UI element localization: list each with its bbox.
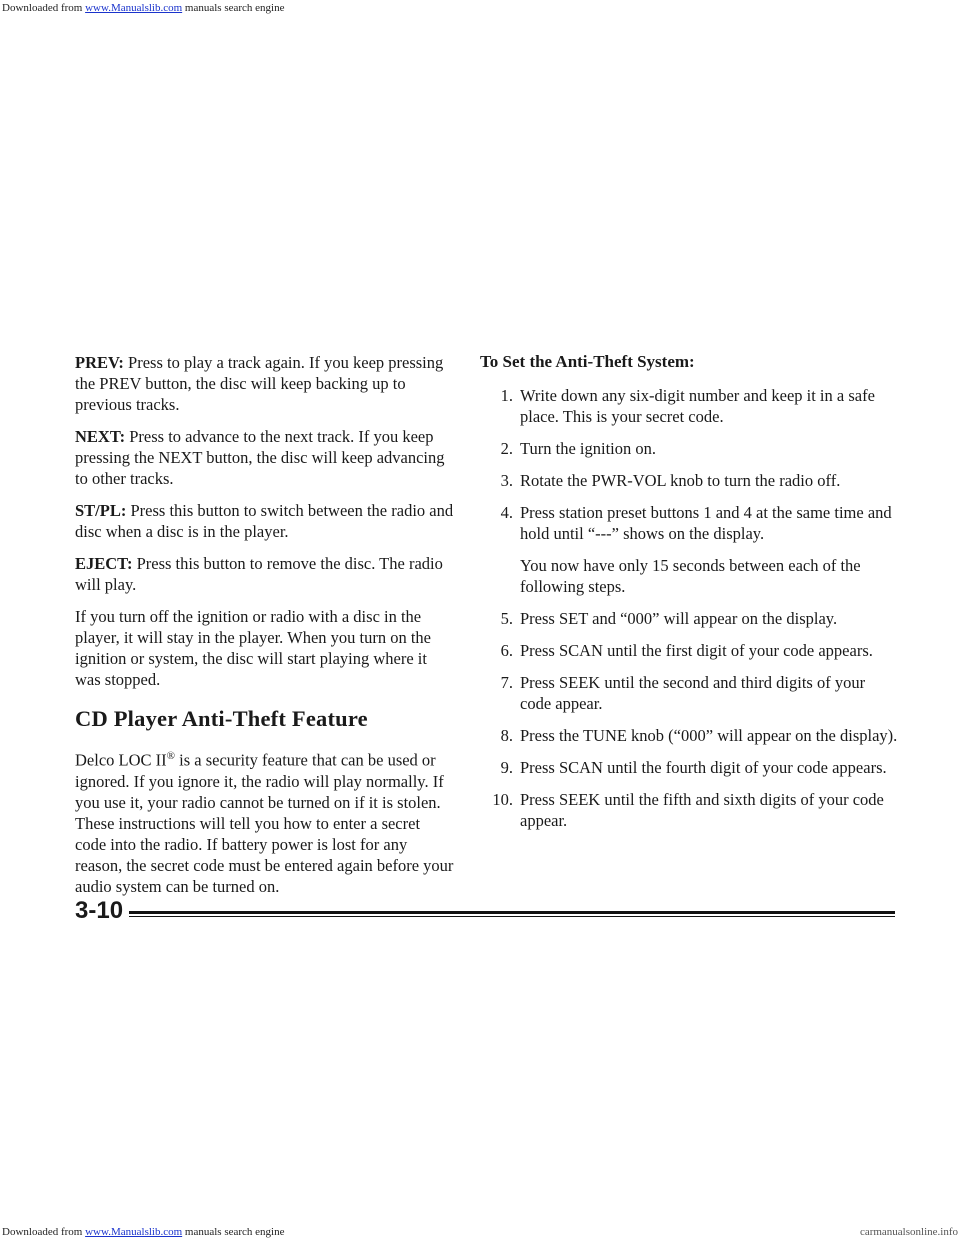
step-text: Write down any six-digit number and keep it in a safe place. This is your secret code. xyxy=(520,386,875,426)
step-text: Press SCAN until the first digit of your code appears. xyxy=(520,641,873,660)
step-text: Press the TUNE knob (“000” will appear on the display). xyxy=(520,726,898,745)
intro-after: is a security feature that can be used or ignored. If you ignore it, the radio will play normally. If you use it, your radio cannot be turned on if it is stolen. These instructions will tell you how to enter a secret code into the radio. If battery power is lost for any reason, the secret code must be entered again before your audio system can be turned on. xyxy=(75,750,454,896)
prev-label: PREV: xyxy=(75,353,124,372)
step-number: 8. xyxy=(500,726,513,745)
step-number: 1. xyxy=(500,386,513,405)
next-text: Press to advance to the next track. If you keep pressing the NEXT button, the disc will keep advancing to other tracks. xyxy=(75,427,445,488)
download-footer xyxy=(2,1226,958,1238)
list-item xyxy=(480,789,900,831)
list-item xyxy=(480,502,900,544)
step-number: 3. xyxy=(500,471,513,490)
step-text: Press SCAN until the fourth digit of your code appears. xyxy=(520,758,887,777)
right-column xyxy=(480,352,900,842)
next-label: NEXT: xyxy=(75,427,126,446)
footer-rule xyxy=(129,911,895,918)
prev-text: Press to play a track again. If you keep pressing the PREV button, the disc will keep backing up to previous tracks. xyxy=(75,353,444,414)
stpl-label: ST/PL: xyxy=(75,501,127,520)
list-item xyxy=(480,438,900,459)
stpl-text: Press this button to switch between the radio and disc when a disc is in the player. xyxy=(75,501,454,541)
intro-before: Delco LOC II xyxy=(75,750,167,770)
step-number: 5. xyxy=(500,609,513,628)
rule-thick-line xyxy=(129,911,895,914)
rule-thin-line xyxy=(129,916,895,917)
footer-manualslib-link[interactable]: www.Manualslib.com xyxy=(85,1226,183,1238)
list-item xyxy=(480,608,900,629)
eject-description xyxy=(75,553,455,595)
step-number: 4. xyxy=(500,503,513,522)
step-number: 6. xyxy=(500,641,513,660)
step-text: Press SEEK until the fifth and sixth digits of your code appear. xyxy=(520,790,884,830)
step-text: Turn the ignition on. xyxy=(520,439,656,458)
page-number: 3-10 xyxy=(75,897,124,924)
eject-label: EJECT: xyxy=(75,554,133,573)
step-number: 10. xyxy=(492,790,513,809)
step-text: Press SET and “000” will appear on the display. xyxy=(520,609,838,628)
ignition-paragraph: If you turn off the ignition or radio with a disc in the player, it will stay in the player. When you turn on the ignition or system, the disc will start playing where it was stopped. xyxy=(75,607,431,689)
registered-mark: ® xyxy=(166,750,175,762)
list-item xyxy=(480,470,900,491)
footer-download-text xyxy=(2,1226,284,1238)
page-footer xyxy=(75,886,895,926)
list-item xyxy=(480,757,900,778)
left-column xyxy=(75,352,455,908)
steps-list-continued xyxy=(480,608,900,831)
prev-description xyxy=(75,352,455,415)
step-text: Rotate the PWR-VOL knob to turn the radio off. xyxy=(520,471,841,490)
step-text: Press SEEK until the second and third digits of your code appear. xyxy=(520,673,866,713)
stpl-description xyxy=(75,500,455,542)
step-number: 7. xyxy=(500,673,513,692)
list-item xyxy=(480,725,900,746)
timing-note: You now have only 15 seconds between each of the following steps. xyxy=(520,556,861,596)
manualslib-link[interactable]: www.Manualslib.com xyxy=(85,2,183,14)
header-suffix: manuals search engine xyxy=(182,2,285,14)
footer-suffix: manuals search engine xyxy=(182,1226,285,1238)
list-item xyxy=(480,672,900,714)
list-item xyxy=(480,385,900,427)
header-prefix: Downloaded from xyxy=(2,2,86,14)
watermark-text: carmanualsonline.info xyxy=(859,1226,958,1238)
anti-theft-subheading: To Set the Anti-Theft System: xyxy=(480,352,695,371)
next-description xyxy=(75,426,455,489)
section-intro xyxy=(75,746,455,897)
footer-prefix: Downloaded from xyxy=(2,1226,86,1238)
step-number: 9. xyxy=(500,758,513,777)
step-text: Press station preset buttons 1 and 4 at the same time and hold until “---” shows on the display. xyxy=(520,503,892,543)
download-header xyxy=(2,2,284,14)
section-title: CD Player Anti-Theft Feature xyxy=(75,706,368,731)
step-number: 2. xyxy=(500,439,513,458)
eject-text: Press this button to remove the disc. The radio will play. xyxy=(75,554,443,594)
steps-list xyxy=(480,385,900,544)
list-item xyxy=(480,640,900,661)
